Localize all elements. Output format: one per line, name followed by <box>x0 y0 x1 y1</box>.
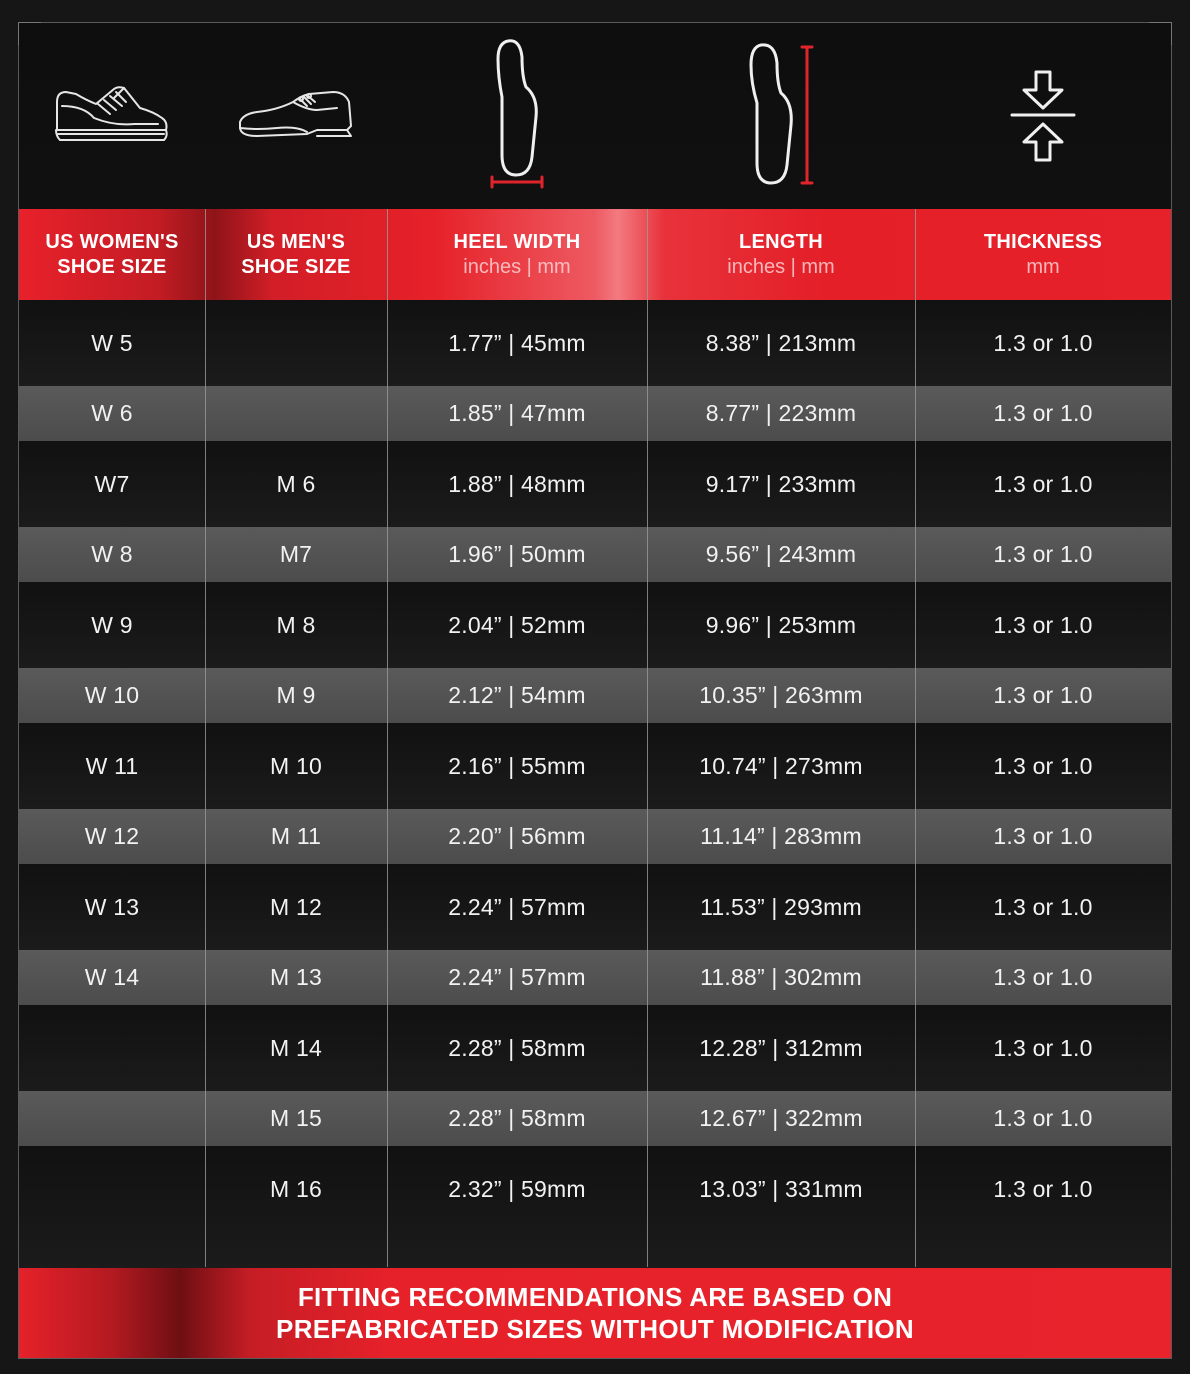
fitting-note-line: PREFABRICATED SIZES WITHOUT MODIFICATION <box>276 1314 914 1344</box>
thickness-cell: 1.3 or 1.0 <box>993 1034 1093 1061</box>
heel-width-cell: 1.85” | 47mm <box>448 400 586 426</box>
mens-size-cell: M 14 <box>270 1034 322 1061</box>
thickness-cell: 1.3 or 1.0 <box>993 1175 1093 1202</box>
heel-width-cell: 2.28” | 58mm <box>448 1034 586 1061</box>
table-row <box>19 809 1171 864</box>
womens-size-cell: W7 <box>94 470 130 497</box>
table-row <box>19 1091 1171 1146</box>
header-mens-size <box>205 209 387 300</box>
table-row <box>19 527 1171 582</box>
header-title: THICKNESS <box>983 230 1103 253</box>
header-unit: inches | mm <box>727 255 835 278</box>
fitting-note-line: FITTING RECOMMENDATIONS ARE BASED ON <box>297 1282 893 1312</box>
mens-size-cell <box>205 386 387 441</box>
mens-size-cell <box>205 300 387 386</box>
header-title: US WOMEN'S SHOE SIZE <box>45 230 179 278</box>
table-row <box>19 441 1171 527</box>
length-cell: 10.74” | 273mm <box>699 752 863 779</box>
mens-size-cell: M 13 <box>270 964 322 990</box>
table-row <box>19 1146 1171 1268</box>
header-unit: mm <box>1026 255 1060 278</box>
thickness-cell: 1.3 or 1.0 <box>993 682 1093 708</box>
heel-width-cell: 2.12” | 54mm <box>448 682 586 708</box>
mens-size-cell: M 6 <box>276 470 316 497</box>
womens-size-cell <box>19 1146 205 1232</box>
fitting-note-banner <box>19 1268 1171 1358</box>
womens-size-cell: W 5 <box>91 329 133 356</box>
size-chart <box>18 22 1172 1359</box>
womens-size-cell <box>19 1091 205 1146</box>
dress-shoe-icon <box>205 23 387 209</box>
table-row <box>19 864 1171 950</box>
header-title: US MEN'S SHOE SIZE <box>241 230 351 278</box>
womens-size-cell: W 13 <box>84 893 140 920</box>
length-cell: 11.88” | 302mm <box>700 964 862 990</box>
womens-size-cell: W 8 <box>91 541 133 567</box>
heel-width-cell: 1.88” | 48mm <box>448 470 586 497</box>
column-divider <box>647 209 648 1267</box>
thickness-cell: 1.3 or 1.0 <box>993 541 1093 567</box>
mens-size-cell: M7 <box>279 541 313 567</box>
sneaker-icon <box>19 23 205 209</box>
womens-size-cell: W 12 <box>84 823 140 849</box>
thickness-cell: 1.3 or 1.0 <box>993 752 1093 779</box>
compress-thickness-icon <box>915 23 1171 209</box>
womens-size-cell: W 9 <box>91 611 133 638</box>
heel-width-cell: 2.24” | 57mm <box>448 893 586 920</box>
header-title: LENGTH <box>738 230 824 253</box>
header-length <box>647 209 915 300</box>
table-row <box>19 723 1171 809</box>
length-cell: 9.96” | 253mm <box>705 611 857 638</box>
table-header <box>19 209 1171 300</box>
mens-size-cell: M 8 <box>276 611 316 638</box>
womens-size-cell: W 14 <box>84 964 140 990</box>
table-row <box>19 386 1171 441</box>
insole-length-icon <box>647 23 915 209</box>
header-unit: inches | mm <box>463 255 571 278</box>
length-cell: 9.17” | 233mm <box>705 470 857 497</box>
table-row <box>19 300 1171 386</box>
length-cell: 11.53” | 293mm <box>700 893 862 920</box>
heel-width-cell: 1.96” | 50mm <box>448 541 586 567</box>
thickness-cell: 1.3 or 1.0 <box>993 400 1093 426</box>
length-cell: 12.67” | 322mm <box>699 1105 863 1131</box>
womens-size-cell: W 11 <box>85 752 139 779</box>
length-cell: 8.38” | 213mm <box>705 329 857 356</box>
thickness-cell: 1.3 or 1.0 <box>993 964 1093 990</box>
thickness-cell: 1.3 or 1.0 <box>993 611 1093 638</box>
mens-size-cell: M 12 <box>270 893 322 920</box>
table-row <box>19 582 1171 668</box>
mens-size-cell: M 16 <box>270 1175 322 1202</box>
header-womens-size <box>19 209 205 300</box>
mens-size-cell: M 10 <box>270 752 322 779</box>
thickness-cell: 1.3 or 1.0 <box>993 470 1093 497</box>
table-row <box>19 668 1171 723</box>
womens-size-cell: W 6 <box>91 400 133 426</box>
length-cell: 10.35” | 263mm <box>699 682 863 708</box>
column-divider <box>205 209 206 1267</box>
header-title: HEEL WIDTH <box>453 230 581 253</box>
heel-width-cell: 2.28” | 58mm <box>448 1105 586 1131</box>
insole-heel-width-icon <box>387 23 647 209</box>
womens-size-cell <box>19 1005 205 1091</box>
thickness-cell: 1.3 or 1.0 <box>993 893 1093 920</box>
column-divider <box>387 209 388 1267</box>
length-cell: 11.14” | 283mm <box>700 823 862 849</box>
womens-size-cell: W 10 <box>84 682 140 708</box>
length-cell: 8.77” | 223mm <box>705 400 857 426</box>
heel-width-cell: 2.16” | 55mm <box>448 752 586 779</box>
heel-width-cell: 2.20” | 56mm <box>448 823 586 849</box>
mens-size-cell: M 15 <box>270 1105 322 1131</box>
heel-width-cell: 2.04” | 52mm <box>448 611 586 638</box>
header-thickness <box>915 209 1171 300</box>
heel-width-cell: 1.77” | 45mm <box>448 329 586 356</box>
length-cell: 9.56” | 243mm <box>705 541 857 567</box>
mens-size-cell: M 9 <box>276 682 316 708</box>
heel-width-cell: 2.24” | 57mm <box>448 964 586 990</box>
header-heel-width <box>387 209 647 300</box>
table-row <box>19 1005 1171 1091</box>
thickness-cell: 1.3 or 1.0 <box>993 1105 1093 1131</box>
heel-width-cell: 2.32” | 59mm <box>448 1175 586 1202</box>
table-row <box>19 950 1171 1005</box>
column-divider <box>915 209 916 1267</box>
icon-row <box>19 23 1171 209</box>
length-cell: 13.03” | 331mm <box>699 1175 863 1202</box>
thickness-cell: 1.3 or 1.0 <box>993 329 1093 356</box>
thickness-cell: 1.3 or 1.0 <box>993 823 1093 849</box>
length-cell: 12.28” | 312mm <box>699 1034 863 1061</box>
mens-size-cell: M 11 <box>270 823 322 849</box>
